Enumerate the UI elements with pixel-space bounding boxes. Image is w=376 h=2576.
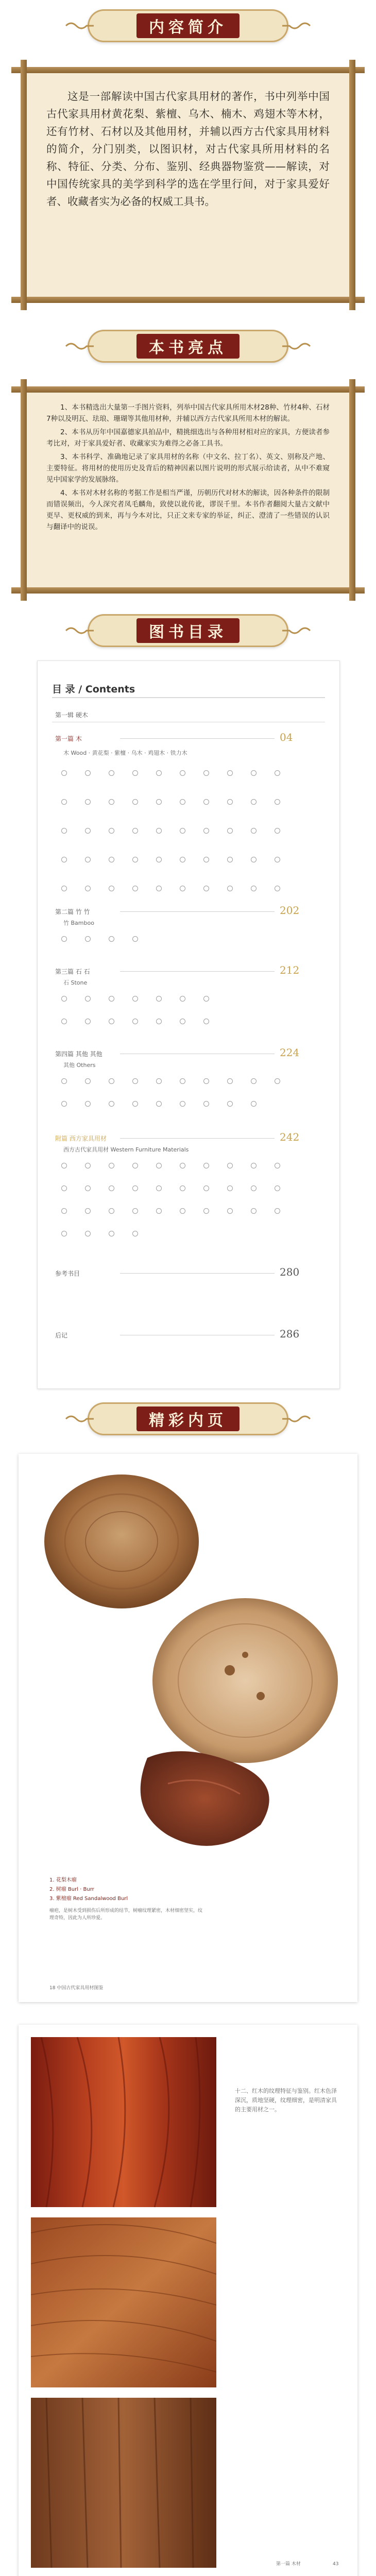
cloud-ornament-icon xyxy=(281,1414,311,1424)
intro-paragraph: 这是一部解读中国古代家具用材的著作，书中列举中国古代家具用材黄花梨、紫檀、乌木、楠木、鸡翅木等木材，还有竹材、石材以及其他用材，并辅以西方古代家具用材料的简介，分门别类，以图识材，对古代家具所用材料的名称、特征、分类、分布、鉴别、经典器物鉴赏——解读，对中国传统家具的美学到科学的选在学里行间，对于家具爱好者、收藏者实为必备的权威工具书。 xyxy=(46,90,330,208)
toc-item-row xyxy=(61,934,156,940)
toc-page-number: 04 xyxy=(280,731,293,743)
section-title: 图书目录 xyxy=(136,618,240,643)
toc-entry-label: 第四篇 其他 其他 xyxy=(55,1050,102,1058)
bamboo-rail xyxy=(21,60,27,310)
section-title: 内容简介 xyxy=(136,13,240,38)
toc-entry-sub: 竹 Bamboo xyxy=(63,920,94,926)
cloud-ornament-icon xyxy=(65,625,95,636)
section-banner-preview xyxy=(88,1402,288,1435)
toc-entry-sub: 西方古代家具用材 Western Furniture Materials xyxy=(63,1146,189,1153)
caption-body: 瘤疤，是树木受到损伤后所形成的结节，树瘤纹理紧密，木材细密坚实，纹理奇特，因此为人所珍爱。 xyxy=(49,1908,203,1921)
highlight-item: 4、本书对木材名称的考据工作是相当严谨，历朝历代对材木的解读，因各种条件的限制而错误频出，今人深究者凤毛麟角，致使以讹传讹，谬误千里。本书作者翻阅大量古文献中更早、更权威的到来，再与今本对比，只正文来专家的举证，纠正、澄清了一些错误的认识与翻译中的说误。 xyxy=(46,489,330,531)
bamboo-rail xyxy=(349,60,355,310)
toc-item-row xyxy=(61,797,298,803)
highlight-item: 2、本书从历年中国嘉德家具拍品中，精挑细选出与各种用材相对应的家具，方便读者参考比对，对于家具爱好者、收藏家实为难得之必备工具书。 xyxy=(46,428,330,448)
bamboo-rail xyxy=(349,379,355,601)
caption: 1. 花梨木瘤 xyxy=(49,1877,77,1883)
toc-entry-label: 参考书目 xyxy=(55,1270,80,1277)
toc-item-row xyxy=(61,1016,227,1023)
toc-page-number: 212 xyxy=(280,964,300,976)
section-banner-highlights xyxy=(88,330,288,363)
toc-page xyxy=(37,660,340,1389)
toc-item-row xyxy=(61,1099,275,1105)
toc-page-number: 242 xyxy=(280,1131,300,1143)
toc-leader xyxy=(120,1273,275,1274)
toc-entry-sub: 其他 Others xyxy=(63,1062,96,1069)
toc-heading: 目 录 / Contents xyxy=(52,684,135,695)
highlights-frame xyxy=(21,386,355,594)
toc-page-number: 286 xyxy=(280,1328,300,1340)
bamboo-rail xyxy=(11,587,365,594)
toc-item-row xyxy=(61,855,298,861)
cloud-ornament-icon xyxy=(281,21,311,31)
preview-page-burl xyxy=(19,1454,357,2002)
bamboo-rail xyxy=(11,297,365,303)
toc-leader xyxy=(120,1138,275,1139)
toc-item-row xyxy=(61,1206,298,1212)
intro-frame xyxy=(21,67,355,303)
bamboo-rail xyxy=(11,67,365,73)
toc-page-number: 280 xyxy=(280,1266,300,1278)
toc-entry-label: 第一篇 木 xyxy=(55,735,82,742)
toc-preface: 第一辑 硬木 xyxy=(55,711,88,719)
highlight-item: 1、本书精选出大量第一手图片资料，列举中国古代家具所用木材28种、竹材4种、石材7种以及明瓦、珐琅、珊瑚等其他用材种，并辅以西方古代家具所用木材的解读。 xyxy=(46,403,330,423)
cloud-ornament-icon xyxy=(65,21,95,31)
cloud-ornament-icon xyxy=(281,341,311,351)
toc-item-row xyxy=(61,1076,298,1082)
caption: 3. 紫檀瘤 Red Sandalwood Burl xyxy=(49,1896,128,1902)
wood-grain-images xyxy=(31,2037,216,2568)
cloud-ornament-icon xyxy=(65,341,95,351)
bamboo-rail xyxy=(11,386,365,393)
toc-page-number: 202 xyxy=(280,904,300,917)
toc-entry-label: 第二篇 竹 竹 xyxy=(55,908,90,916)
toc-leader xyxy=(120,738,275,739)
toc-entry-sub: 石 Stone xyxy=(63,979,88,986)
section-title: 本书亮点 xyxy=(136,334,240,359)
toc-leader xyxy=(120,911,275,912)
toc-item-row xyxy=(61,994,227,1000)
section-banner-intro xyxy=(88,9,288,42)
toc-entry-sub: 木 Wood · 黄花梨 · 紫檀 · 乌木 · 鸡翅木 · 铁力木 xyxy=(63,750,187,756)
intro-text xyxy=(46,88,330,212)
toc-item-row xyxy=(61,768,298,774)
highlight-item: 3、本书科学、准确地记录了家具用材的名称（中文名、拉丁名）、英文、别称及产地、主要特征。将用材的使用历史及背后的精神因素以图片说明的形式展示给读者，从中不难窥见中国家学的发展脉络。 xyxy=(46,453,330,484)
toc-leader xyxy=(120,971,275,972)
divider xyxy=(52,697,325,698)
section-banner-toc xyxy=(88,614,288,647)
page-footer: 第一篇 木材 xyxy=(276,2562,301,2567)
toc-entry-label: 第三篇 石 石 xyxy=(55,968,90,975)
toc-entry-label: 后记 xyxy=(55,1332,68,1339)
cloud-ornament-icon xyxy=(65,1414,95,1424)
toc-page-number: 224 xyxy=(280,1046,300,1059)
bamboo-rail xyxy=(21,379,27,601)
page-body-text: 十二、红木的纹理特征与鉴别。红木色泽深沉，质地坚硬，纹理细密，是明清家具的主要用材之一。 xyxy=(235,2088,337,2113)
preview-page-grain xyxy=(19,2025,357,2576)
page-footer: 18 中国古代家具用材图鉴 xyxy=(49,1986,104,1991)
toc-item-row xyxy=(61,884,298,890)
toc-item-row xyxy=(61,1183,298,1190)
section-title: 精彩内页 xyxy=(136,1406,240,1431)
toc-item-row xyxy=(61,1161,298,1167)
page-number: 43 xyxy=(333,2562,339,2567)
toc-entry-label: 附篇 西方家具用材 xyxy=(55,1135,107,1142)
highlights-text xyxy=(46,402,330,535)
toc-item-row xyxy=(61,1229,156,1235)
cloud-ornament-icon xyxy=(281,625,311,636)
caption: 2. 树瘤 Burl · Burr xyxy=(49,1887,94,1892)
toc-item-row xyxy=(61,826,298,832)
